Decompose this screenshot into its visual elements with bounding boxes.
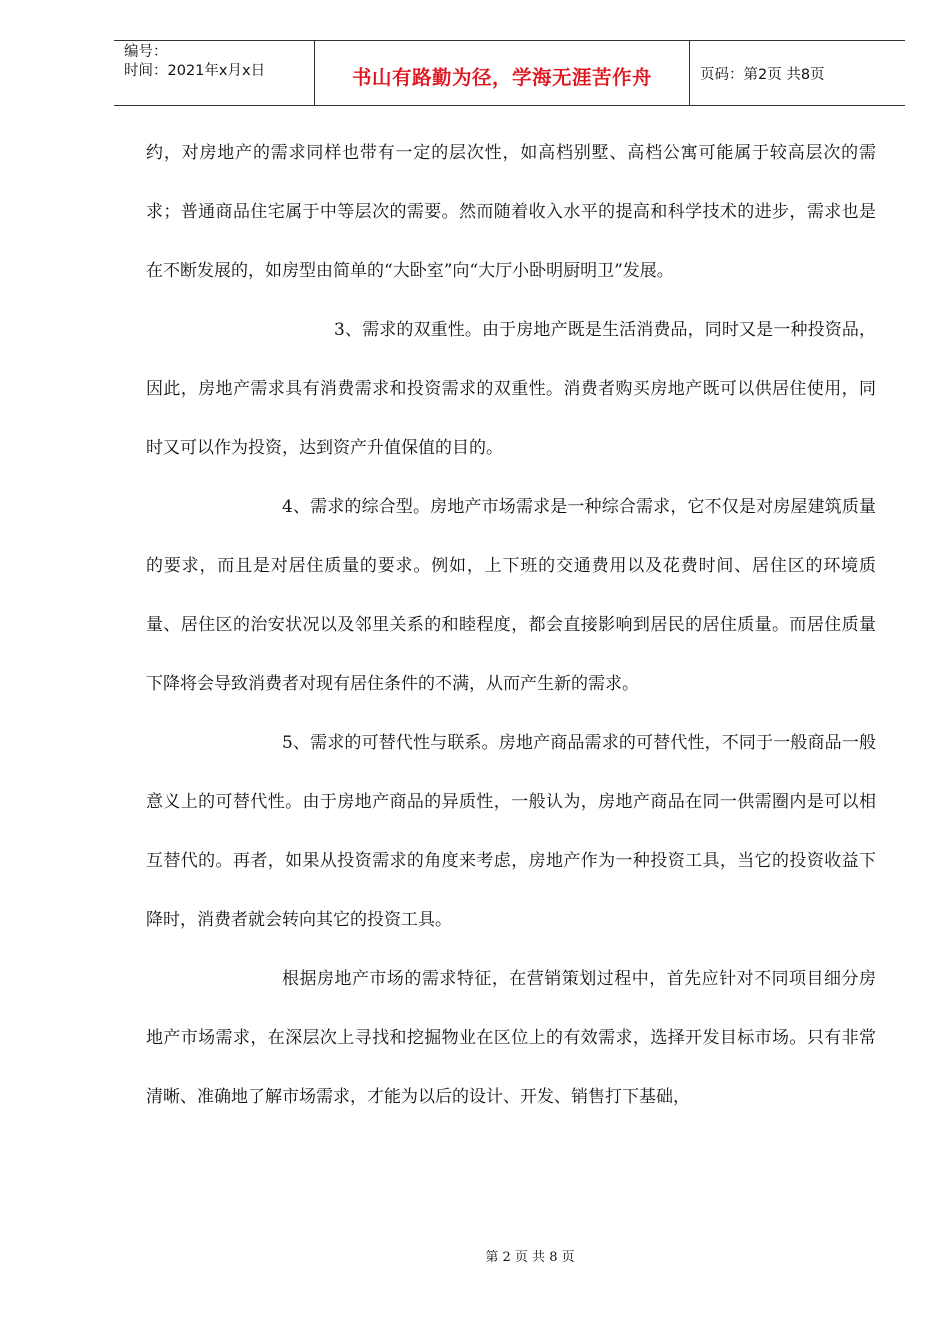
header-page-info-cell [690, 41, 905, 105]
page-footer: 第 2 页 共 8 页 [485, 1250, 575, 1265]
paragraph-conclusion: 根据房地产市场的需求特征，在营销策划过程中，首先应针对不同项目细分房地产市场需求，在深层次上寻找和挖掘物业在区位上的有效需求，选择开发目标市场。只有非常清晰、准确地了解市场需求，才能为以后的设计、开发、销售打下基础， [146, 969, 876, 1107]
header-meta [114, 41, 315, 105]
paragraph-comprehensive: 4、需求的综合型。房地产市场需求是一种综合需求，它不仅是对房屋建筑质量的要求，而且是对居住质量的要求。例如，上下班的交通费用以及花费时间、居住区的环境质量、居住区的治安状况以及邻里关系的和睦程度，都会直接影响到居民的居住质量。而居住质量下降将会导致消费者对现有居住条件的不满，从而产生新的需求。 [146, 497, 876, 694]
page-info: 页码：第2页 共8页 [700, 66, 825, 83]
time-label: 时间：2021年x月x日 [124, 63, 266, 79]
paragraph-substitutability: 5、需求的可替代性与联系。房地产商品需求的可替代性，不同于一般商品一般意义上的可替代性。由于房地产商品的异质性，一般认为，房地产商品在同一供需圈内是可以相互替代的。再者，如果从投资需求的角度来考虑，房地产作为一种投资工具，当它的投资收益下降时，消费者就会转向其它的投资工具。 [146, 733, 876, 930]
motto: 书山有路勤为径，学海无涯苦作舟 [351, 66, 652, 89]
paragraph-continuation: 约，对房地产的需求同样也带有一定的层次性，如高档别墅、高档公寓可能属于较高层次的需求；普通商品住宅属于中等层次的需要。然而随着收入水平的提高和科学技术的进步，需求也是在不断发展的，如房型由简单的“大卧室”向“大厅小卧明厨明卫”发展。 [146, 143, 876, 281]
number-label: 编号： [124, 44, 168, 60]
page-header [114, 40, 905, 106]
document-body [146, 124, 876, 1127]
paragraph-dual-nature: 3、需求的双重性。由于房地产既是生活消费品，同时又是一种投资品，因此，房地产需求具有消费需求和投资需求的双重性。消费者购买房地产既可以供居住使用，同时又可以作为投资，达到资产升值保值的目的。 [146, 320, 876, 458]
header-motto-cell [315, 41, 690, 105]
